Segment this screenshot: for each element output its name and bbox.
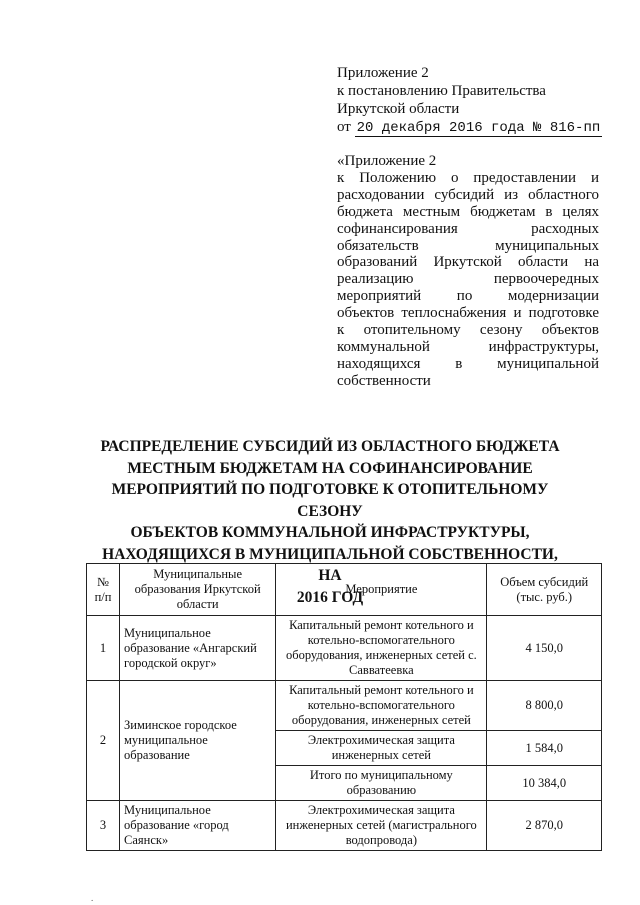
clause-line: реализацию первоочередных bbox=[337, 271, 599, 288]
header-number: № п/п bbox=[87, 564, 120, 616]
title-line: МЕРОПРИЯТИЙ ПО ПОДГОТОВКЕ К ОТОПИТЕЛЬНОМУ СЕЗОНУ bbox=[111, 481, 549, 520]
subsidy-table bbox=[86, 563, 602, 851]
title-line: РАСПРЕДЕЛЕНИЕ СУБСИДИЙ ИЗ ОБЛАСТНОГО БЮДЖЕТА bbox=[100, 438, 560, 455]
from-label: от bbox=[337, 119, 351, 135]
clause-line: образований Иркутской области на bbox=[337, 254, 599, 271]
row-municipality: Муниципальное образование «город Саянск» bbox=[120, 801, 276, 851]
row-number: 2 bbox=[87, 681, 120, 801]
header-municipality: Муниципальные образования Иркутской области bbox=[120, 564, 276, 616]
header-measure: Мероприятие bbox=[276, 564, 487, 616]
appendix-region: Иркутской области bbox=[337, 101, 460, 117]
appendix-number: Приложение 2 bbox=[337, 65, 429, 81]
row-amount: 1 584,0 bbox=[487, 731, 602, 766]
clause-line: к Положению о предоставлении и bbox=[337, 169, 599, 186]
row-measure: Электрохимическая защита инженерных сетей bbox=[276, 731, 487, 766]
table-row bbox=[87, 681, 602, 731]
row-amount: 4 150,0 bbox=[487, 616, 602, 681]
date-number-stamp: 20 декабря 2016 года № 816-пп bbox=[356, 120, 601, 136]
title-line: ОБЪЕКТОВ КОММУНАЛЬНОЙ ИНФРАСТРУКТУРЫ, bbox=[130, 524, 530, 541]
clause-line: расходовании субсидий из областного bbox=[337, 186, 599, 203]
table-header-row bbox=[87, 564, 602, 616]
row-number: 1 bbox=[87, 616, 120, 681]
clause-line: находящихся в муниципальной bbox=[337, 355, 599, 372]
clause-line: к отопительному сезону объектов bbox=[337, 322, 599, 339]
title-line: МЕСТНЫМ БЮДЖЕТАМ НА СОФИНАНСИРОВАНИЕ bbox=[127, 459, 533, 477]
row-municipality: Зиминское городское муниципальное образование bbox=[120, 681, 276, 801]
clause-line: собственности bbox=[337, 372, 431, 389]
table-row bbox=[87, 801, 602, 851]
row-measure: Капитальный ремонт котельного и котельно-вспомогательного оборудования, инженерных сетей с. Савватеевка bbox=[276, 616, 487, 681]
regulation-clause bbox=[337, 153, 599, 390]
row-number: 3 bbox=[87, 801, 120, 851]
appendix-header bbox=[337, 64, 599, 137]
clause-line: объектов теплоснабжения и подготовке bbox=[337, 305, 599, 322]
row-measure: Электрохимическая защита инженерных сетей (магистрального водопровода) bbox=[276, 801, 487, 851]
clause-line: бюджета местным бюджетам в целях bbox=[337, 203, 599, 220]
appendix-date-line bbox=[337, 118, 599, 137]
row-amount: 2 870,0 bbox=[487, 801, 602, 851]
clause-line: «Приложение 2 bbox=[337, 153, 437, 169]
row-amount: 8 800,0 bbox=[487, 681, 602, 731]
title-line: НАХОДЯЩИХСЯ В МУНИЦИПАЛЬНОЙ СОБСТВЕННОСТИ, НА bbox=[102, 545, 558, 584]
header-amount: Объем субсидий (тыс. руб.) bbox=[487, 564, 602, 616]
clause-line: мероприятий по модернизации bbox=[337, 288, 599, 305]
row-municipality: Муниципальное образование «Ангарский городской округ» bbox=[120, 616, 276, 681]
title-line: 2016 ГОД bbox=[296, 588, 364, 606]
clause-line: коммунальной инфраструктуры, bbox=[337, 338, 599, 355]
row-measure: Капитальный ремонт котельного и котельно-вспомогательного оборудования, инженерных сетей bbox=[276, 681, 487, 731]
table-row bbox=[87, 616, 602, 681]
appendix-decree-ref: к постановлению Правительства bbox=[337, 83, 546, 99]
footer-mark: . bbox=[91, 893, 94, 903]
row-subtotal-label: Итого по муниципальному образованию bbox=[276, 766, 487, 801]
row-subtotal-amount: 10 384,0 bbox=[487, 766, 602, 801]
clause-line: обязательств муниципальных bbox=[337, 237, 599, 254]
clause-line: софинансирования расходных bbox=[337, 220, 599, 237]
